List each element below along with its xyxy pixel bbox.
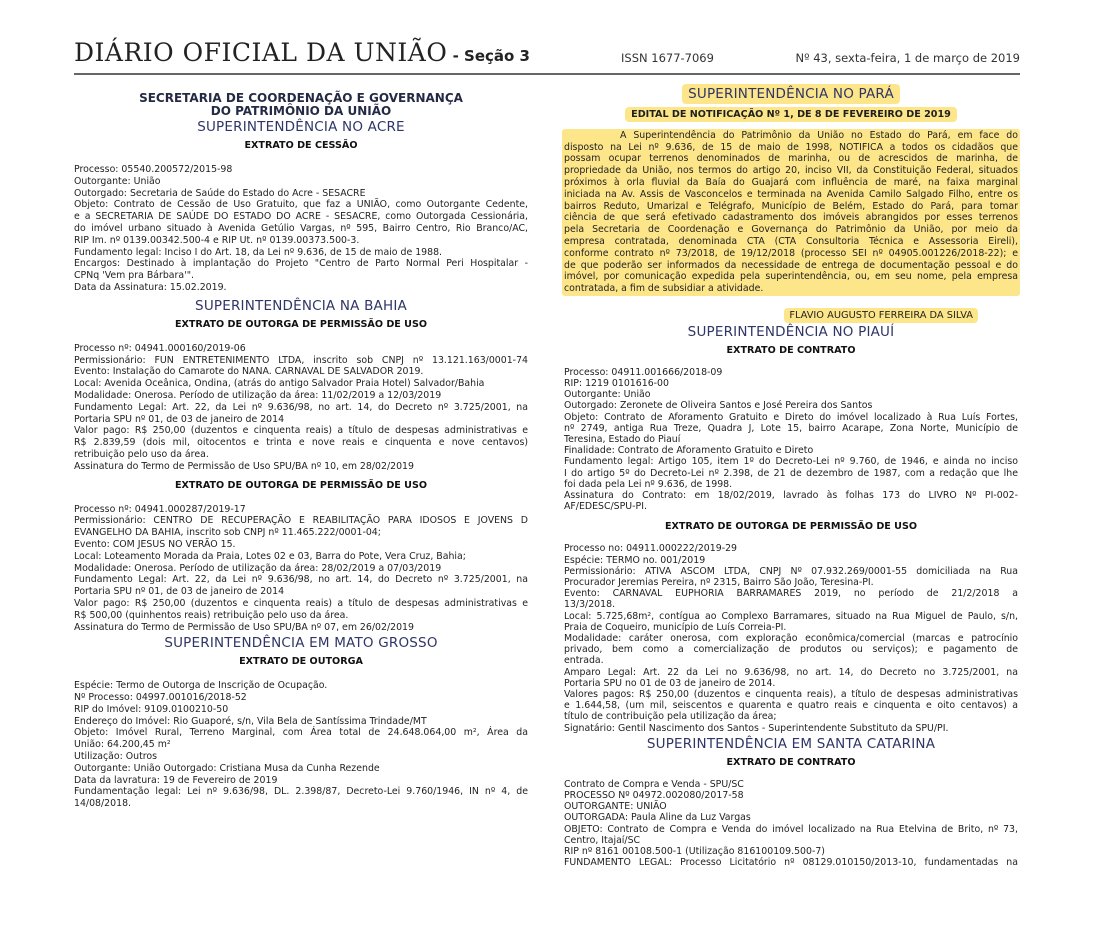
text-line: Data da Assinatura: 15.02.2019. bbox=[74, 281, 227, 293]
text-line: OBJETO: Contrato de Compra e Venda do imóvel localizado na Rua Etelvina de Brito, nº 73, bbox=[564, 823, 1018, 835]
section-mato-grosso bbox=[74, 635, 528, 810]
text-line: Amparo Legal: Art. 22 da Lei no 9.636/98, no art. 14, do Decreto no 3.725/2001, na bbox=[564, 666, 1018, 678]
text-line: Permissionário: ATIVA ASCOM LTDA, CNPJ Nº 07.932.269/0001-55 domiciliada na Rua bbox=[564, 565, 1018, 577]
department-line-2: DO PATRIMÔNIO DA UNIÃO bbox=[210, 103, 392, 118]
text-line: Fundamentação legal: Lei nº 9.636/98, DL. 2.398/87, Decreto-Lei 9.760/1946, IN nº 4, de bbox=[74, 786, 528, 798]
extract-title: EXTRATO DE OUTORGA DE PERMISSÃO DE USO bbox=[174, 479, 428, 491]
text-line: possam ocupar terrenos denominados de marinha, ou de acrescidos de marinha, de bbox=[564, 153, 1018, 165]
extract-body bbox=[74, 164, 528, 294]
text-line: de que poderão ser informados da necessidade de entrega de documentação pessoal e do bbox=[564, 259, 1018, 271]
text-line: Local: Loteamento Morada da Praia, Lotes 02 e 03, Barra do Pote, Vera Cruz, Bahia; bbox=[74, 550, 466, 562]
newspaper-title bbox=[74, 38, 530, 67]
text-line: Assinatura do Contrato: em 18/02/2019, lavrado às folhas 173 do LIVRO Nº PI-002- bbox=[564, 489, 1018, 501]
extract-title: EXTRATO DE OUTORGA bbox=[239, 656, 363, 668]
text-line: Centro, Itajaí/SC bbox=[564, 834, 641, 846]
text-line: Portaria SPU no 01 de 03 de janeiro de 2014. bbox=[564, 677, 776, 689]
extract-body bbox=[564, 779, 1018, 869]
text-line: Data da lavratura: 19 de Fevereiro de 2019 bbox=[74, 774, 278, 786]
text-line: Portaria SPU nº 01, de 03 de janeiro de 2014 bbox=[74, 413, 285, 425]
text-line: Contrato de Compra e Venda - SPU/SC bbox=[564, 778, 744, 790]
text-line: FUNDAMENTO LEGAL: Processo Licitatório nº 08129.010150/2013-10, fundamentadas na bbox=[564, 857, 1018, 869]
text-line: Evento: COM JESUS NO VERÃO 15. bbox=[74, 538, 236, 550]
text-line: Nº Processo: 04997.001016/2018-52 bbox=[74, 692, 247, 704]
left-column bbox=[74, 86, 528, 810]
text-line: nº 2749, antiga Rua Treze, Quadra J, Lote 15, bairro Acarape, Zona Norte, Município de bbox=[564, 422, 1018, 434]
section-bahia bbox=[74, 298, 528, 634]
department-heading bbox=[74, 92, 528, 117]
signature-block bbox=[564, 310, 976, 322]
section-heading-highlighted: SUPERINTENDÊNCIA NO PARÁ bbox=[684, 86, 898, 102]
text-line: Endereço do Imóvel: Rio Guaporé, s/n, Vila Bela de Santíssima Trindade/MT bbox=[74, 715, 427, 727]
text-line: Local: Avenida Oceânica, Ondina, (atrás do antigo Salvador Praia Hotel) Salvador/Bahia bbox=[74, 378, 485, 390]
text-line: Processo nº: 04941.000287/2019-17 bbox=[74, 503, 246, 515]
extract-title: EXTRATO DE OUTORGA DE PERMISSÃO DE USO bbox=[664, 521, 918, 533]
text-line: do imóvel urbano situado à Avenida Getúlio Vargas, nº 595, Bairro Centro, Rio Branco/AC, bbox=[74, 222, 528, 234]
text-line: contratada, a fim de subsidiar a atividade. bbox=[564, 283, 764, 295]
text-line: Permissionário: FUN ENTRETENIMENTO LTDA, inscrito sob CNPJ nº 13.121.163/0001-74 bbox=[74, 354, 528, 366]
text-line: Outorgante: União bbox=[564, 389, 651, 401]
text-line: RIP do Imóvel: 9109.0100210-50 bbox=[74, 703, 229, 715]
text-line: 13/3/2018. bbox=[564, 599, 616, 611]
text-line: União: 64.200,45 m² bbox=[74, 739, 171, 751]
text-line: I do artigo 5º do Decreto-Lei nº 2.398, de 21 de dezembro de 1987, com a redação que lhe bbox=[564, 467, 1018, 479]
text-line: Outorgante: União Outorgado: Cristiana Musa da Cunha Rezende bbox=[74, 762, 380, 774]
section-heading: SUPERINTENDÊNCIA EM MATO GROSSO bbox=[164, 635, 438, 652]
text-line: Outorgado: Secretaria de Saúde do Estado do Acre - SESACRE bbox=[74, 187, 366, 199]
text-line: CPNq 'Vem pra Bárbara'". bbox=[74, 270, 195, 282]
extract-title: EXTRATO DE CONTRATO bbox=[726, 344, 856, 356]
text-line: Modalidade: caráter onerosa, com exploração econômica/comercial (marcas e patrocínio bbox=[564, 633, 1018, 645]
text-line: RIP: 1219 0101616-00 bbox=[564, 377, 669, 389]
issn: ISSN 1677-7069 bbox=[621, 51, 714, 65]
title-text: DIÁRIO OFICIAL DA UNIÃO bbox=[74, 38, 448, 67]
text-line: imóvel, por comunicação expedida pela superintendência, ou, em seu nome, pela empresa bbox=[564, 271, 1018, 283]
text-line: Objeto: Contrato de Cessão de Uso Gratuito, que faz a UNIÃO, como Outorgante Cedente, bbox=[74, 199, 528, 211]
text-line: Valor pago: R$ 250,00 (duzentos e cinquenta reais) a título de despesas administrativas e bbox=[74, 597, 528, 609]
extract-body bbox=[74, 680, 528, 810]
section-heading: SUPERINTENDÊNCIA NO PIAUÍ bbox=[687, 323, 895, 340]
section-piaui bbox=[564, 324, 1018, 734]
text-line: próximos à orla fluvial da Baía do Guajará com influência de maré, na faixa marginal bbox=[564, 176, 1018, 188]
text-line: Local: 5.725,68m², contígua ao Complexo Barramares, situado na Rua Miguel de Paulo, s/n, bbox=[564, 610, 1018, 622]
section-heading: SUPERINTENDÊNCIA NA BAHIA bbox=[195, 297, 407, 314]
text-line: Assinatura do Termo de Permissão de Uso SPU/BA nº 07, em 26/02/2019 bbox=[74, 621, 414, 633]
text-line: Objeto: Imóvel Rural, Terreno Marginal, com Área total de 24.648.064,00 m², Área da bbox=[74, 727, 528, 739]
issue-date: Nº 43, sexta-feira, 1 de março de 2019 bbox=[795, 51, 1020, 65]
text-line: entrada. bbox=[564, 655, 604, 667]
text-line: Processo: 04911.001666/2018-09 bbox=[564, 366, 723, 378]
extract-body bbox=[74, 343, 528, 473]
text-line: Evento: Instalação do Camarote do NANA. CARNAVAL DE SALVADOR 2019. bbox=[74, 366, 424, 378]
text-line: Portaria SPU nº 01, de 03 de janeiro de 2014 bbox=[74, 586, 285, 598]
text-line: Fundamento Legal: Art. 22, da Lei nº 9.636/98, no art. 14, do Decreto nº 3.725/2001, na bbox=[74, 574, 528, 586]
text-line: Processo nº: 04941.000160/2019-06 bbox=[74, 342, 246, 354]
text-line: Espécie: Termo de Outorga de Inscrição de Ocupação. bbox=[74, 680, 328, 692]
text-line: Encargos: Destinado à implantação do Projeto "Centro de Parto Normal Peri Hospitalar - bbox=[74, 258, 528, 270]
text-line: Finalidade: Contrato de Aforamento Gratuito e Direto bbox=[564, 445, 814, 457]
text-line: foi dada pela Lei nº 9.636, de 1998. bbox=[564, 478, 733, 490]
text-line: e a SECRETARIA DE SAÚDE DO ESTADO DO ACRE - SESACRE, como Outorgada Cessionária, bbox=[74, 211, 528, 223]
text-line: Valor pago: R$ 250,00 (duzentos e cinquenta reais) a título de despesas administrativas e bbox=[74, 425, 528, 437]
extract-body bbox=[564, 543, 1018, 733]
text-line: empresa contratada, denominada CTA (CTA Consultoria Técnica e Assessoria Eireli), bbox=[564, 235, 1018, 247]
text-line: Fundamento Legal: Art. 22, da Lei nº 9.636/98, no art. 14, do Decreto nº 3.725/2001, na bbox=[74, 401, 528, 413]
text-line: Valores pagos: R$ 250,00 (duzentos e cinquenta reais), a título de despesas administrativas bbox=[564, 689, 1018, 701]
text-line: bairros Reduto, Umarizal e Telégrafo, Município de Belém, Estado do Pará, para tomar bbox=[564, 200, 1018, 212]
text-line: A Superintendência do Patrimônio da União no Estado do Pará, em face do bbox=[620, 129, 1018, 141]
text-line: Permissionário: CENTRO DE RECUPERAÇÃO E REABILITAÇÃO PARA IDOSOS E JOVENS D bbox=[74, 515, 528, 527]
text-line: Processo no: 04911.000222/2019-29 bbox=[564, 543, 738, 555]
text-line: 14/08/2018. bbox=[74, 798, 132, 810]
text-line: e 1.644,58, (um mil, seiscentos e quarenta e quatro reais e cinquenta e oito centavos) a bbox=[564, 700, 1018, 712]
text-line: Espécie: TERMO no. 001/2019 bbox=[564, 554, 706, 566]
text-line: RIP nº 8161 00108.500-1 (Utilização 816100109.500-7) bbox=[564, 846, 825, 858]
text-line: Modalidade: Onerosa. Período de utilização da área: 28/02/2019 a 07/03/2019 bbox=[74, 562, 442, 574]
text-line: Praia de Coqueiro, município de Luís Correia-PI. bbox=[564, 621, 787, 633]
edital-title-highlighted: EDITAL DE NOTIFICAÇÃO Nº 1, DE 8 DE FEVEREIRO DE 2019 bbox=[627, 109, 955, 120]
edital-body-highlighted bbox=[562, 129, 1020, 296]
text-line: disposto na Lei nº 9.636, de 15 de maio de 1998, NOTIFICA a todos os cidadãos que bbox=[564, 141, 1018, 153]
section-heading: SUPERINTENDÊNCIA EM SANTA CATARINA bbox=[646, 735, 936, 752]
text-line: retribuição pelo uso da área. bbox=[74, 448, 209, 460]
text-line: Utilização: Outros bbox=[74, 751, 158, 763]
masthead bbox=[74, 38, 1020, 74]
text-line: Modalidade: Onerosa. Período de utilização da área: 11/02/2019 a 12/03/2019 bbox=[74, 389, 442, 401]
text-line: propriedade da União, nos termos do artigo 20, inciso VII, da Constituição Federal, situados bbox=[564, 165, 1018, 177]
section-para bbox=[564, 84, 1018, 322]
department-line-1: SECRETARIA DE COORDENAÇÃO E GOVERNANÇA bbox=[139, 91, 463, 105]
text-line: Objeto: Contrato de Aforamento Gratuito e Direto do imóvel localizado à Rua Luís Fortes, bbox=[564, 411, 1018, 423]
masthead-divider bbox=[74, 73, 1020, 75]
text-line: Processo: 05540.200572/2015-98 bbox=[74, 164, 233, 175]
text-line: Assinatura do Termo de Permissão de Uso SPU/BA nº 10, em 28/02/2019 bbox=[74, 460, 414, 472]
text-line: EVANGELHO DA BAHIA, inscrito sob CNPJ nº 11.465.222/0001-04; bbox=[74, 527, 381, 539]
text-line: pela Secretaria de Coordenação e Governança do Patrimônio da União, por meio da bbox=[564, 224, 1018, 236]
extract-title: EXTRATO DE CONTRATO bbox=[726, 756, 856, 768]
extract-title: EXTRATO DE OUTORGA DE PERMISSÃO DE USO bbox=[174, 318, 428, 330]
text-line: PROCESSO Nº 04972.002080/2017-58 bbox=[564, 790, 744, 802]
text-line: Signatário: Gentil Nascimento dos Santos - Superintendente Substituto da SPU/PI. bbox=[564, 722, 949, 734]
text-line: Outorgante: União bbox=[74, 175, 161, 187]
text-line: título de contribuição pela utilização da área; bbox=[564, 711, 777, 723]
text-line: ciência de que será efetivado cadastramento dos imóveis abrangidos por esses terrenos bbox=[564, 212, 1018, 224]
extract-title: EXTRATO DE CESSÃO bbox=[244, 140, 358, 151]
text-line: AF/EDESC/SPU-PI. bbox=[564, 501, 647, 513]
text-line: Fundamento legal: Inciso I do Art. 18, da Lei nº 9.636, de 15 de maio de 1988. bbox=[74, 246, 443, 258]
text-line: privado, bem como a comercialização de produtos ou serviços); e pagamento de bbox=[564, 644, 1018, 656]
section-santa-catarina bbox=[564, 736, 1018, 869]
text-line: Fundamento legal: Artigo 105, item 1º do Decreto-Lei nº 9.760, de 1946, e ainda no inciso bbox=[564, 456, 1018, 468]
extract-body bbox=[74, 504, 528, 634]
right-column bbox=[564, 86, 1018, 868]
text-line: Outorgado: Zeronete de Oliveira Santos e José Pereira dos Santos bbox=[564, 400, 873, 412]
section-label: - Seção 3 bbox=[447, 47, 530, 65]
text-line: Teresina, Estado do Piauí bbox=[564, 433, 681, 445]
section-acre bbox=[74, 119, 528, 294]
signatory-name-highlighted: FLAVIO AUGUSTO FERREIRA DA SILVA bbox=[786, 310, 976, 321]
text-line: R$ 500,00 (quinhentos reais) retribuição pelo uso da área. bbox=[74, 609, 349, 621]
text-line: Evento: CARNAVAL EUPHORIA BARRAMARES 2019, no período de 21/2/2018 a bbox=[564, 588, 1018, 600]
text-line: conforme contrato nº 73/2018, de 19/12/2018 (processo SEI nº 04905.001226/2018-22); e bbox=[564, 247, 1018, 259]
text-line: iniciada na Av. Assis de Vasconcelos e terminada na Avenida Camilo Salgado Filho, entre os bbox=[564, 188, 1018, 200]
text-line: OUTORGADA: Paula Aline da Luz Vargas bbox=[564, 812, 751, 824]
text-line: OUTORGANTE: UNIÃO bbox=[564, 801, 667, 813]
text-line: R$ 2.839,59 (dois mil, oitocentos e trinta e nove reais e cinquenta e nove centavos) bbox=[74, 437, 528, 449]
text-line: RIP Im. nº 0139.00342.500-4 e RIP Ut. nº 0139.00373.500-3. bbox=[74, 234, 360, 246]
extract-body bbox=[564, 367, 1018, 513]
text-line: Procurador Jeremias Pereira, nº 2315, Bairro São João, Teresina-PI. bbox=[564, 577, 874, 588]
section-heading: SUPERINTENDÊNCIA NO ACRE bbox=[197, 119, 405, 135]
